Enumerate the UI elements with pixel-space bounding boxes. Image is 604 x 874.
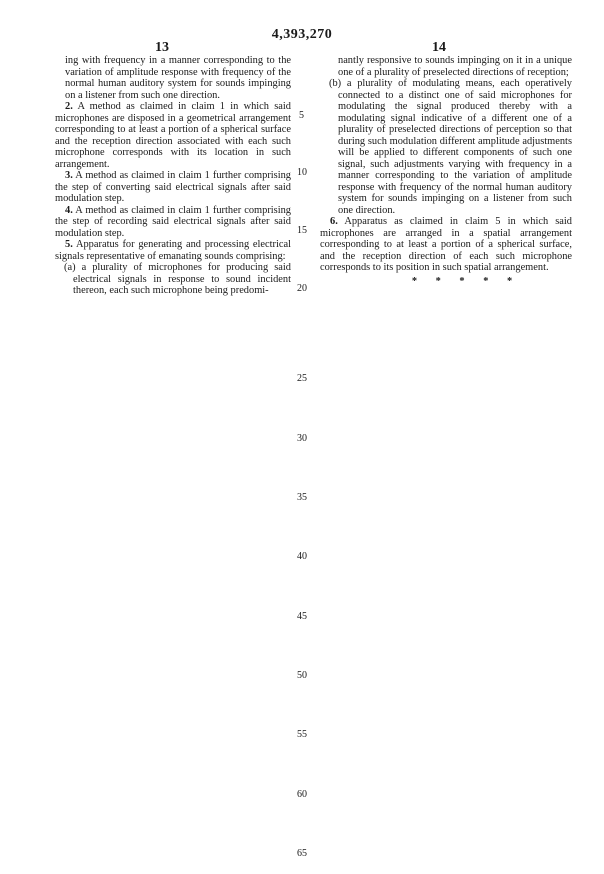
line-number: 10 [297,167,307,178]
left-column-number: 13 [155,40,169,55]
claim-2 [55,101,291,170]
right-text-column [320,55,572,287]
line-number: 60 [297,789,307,800]
claim-number: 3. [65,170,73,181]
line-number: 55 [297,729,307,740]
claim-text: A method as claimed in claim 1 in which said microphones are disposed in a geometrical arrangement corresponding to at least a portion of a spherical surface and the reception direction associated with each such microphone corresponds with its location in such arrangement. [55,101,291,170]
patent-number: 4,393,270 [271,27,333,42]
line-number: 30 [297,433,307,444]
line-number: 15 [297,225,307,236]
end-marker: * * * * * [411,275,521,287]
line-number: 40 [297,551,307,562]
claim-text: A method as claimed in claim 1 further comprising the step of recording said electrical signals after said modulation step. [55,204,291,239]
claim-5-element-a: (a) a plurality of microphones for producing said electrical signals in response to sound incident thereon, each such microphone being predomi- [64,262,291,296]
line-number: 50 [297,670,307,681]
left-text-column [55,55,291,297]
claim-5-element-b: (b) a plurality of modulating means, each operatively connected to a distinct one of said microphones for modulating the signal produced thereby with a modulating signal indicative of a different one of a plurality of preselected directions of perception so that during such modulation different amplitude adjustments will be applied to different components of such one signal, such adjustments varying with frequency in a manner corresponding to the variation of amplitude response with frequency of the normal human auditory system for sounds impinging on a listener from such one direction. [329,78,572,216]
line-number: 35 [297,492,307,503]
claim-number: 4. [65,204,73,216]
line-number: 5 [299,110,304,121]
claim-6 [320,216,572,274]
claim-3 [55,170,291,205]
claim-text: Apparatus as claimed in claim 5 in which said microphones are arranged in a spatial arrangement corresponding to at least a portion of a spherical surface, and the reception direction of each such microphone corresponds to its position in such spatial arrangement. [320,216,572,273]
line-number: 20 [297,283,307,294]
line-number: 45 [297,611,307,622]
claim-text: Apparatus for generating and processing electrical signals representative of emanating sounds comprising: [55,239,291,262]
claim-4 [55,205,291,240]
claim-number: 2. [65,101,73,112]
line-number: 25 [297,373,307,384]
claim-5-element-a-continuation: nantly responsive to sounds impinging on it in a unique one of a plurality of preselected directions of reception; [338,55,572,78]
line-number: 65 [297,848,307,859]
claim-number: 5. [65,239,73,250]
claim-continuation: ing with frequency in a manner corresponding to the variation of amplitude response with frequency of the normal human auditory system for sounds impinging on a listener from such one direction. [65,55,291,101]
right-column-number: 14 [432,40,446,55]
claim-text: A method as claimed in claim 1 further comprising the step of converting said electrical signals after said modulation step. [55,170,291,204]
claim-5 [55,239,291,262]
claim-number: 6. [330,216,338,227]
